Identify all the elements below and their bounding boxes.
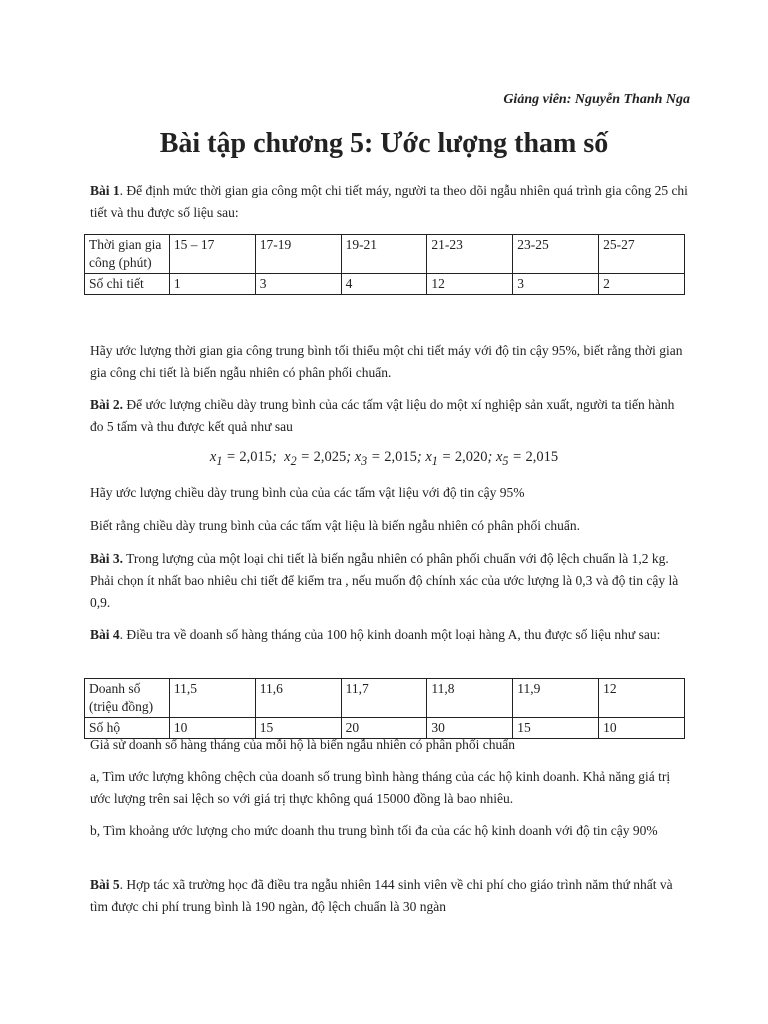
table-cell: 1 — [169, 274, 255, 295]
measurement-formula: $x_1 = 2,015$; $x_2 = 2,025$; $x_3 = 2,015$; $x_1 = 2,020$; $x_5 = 2,015$ — [209, 449, 559, 468]
table-cell: 15 — [513, 718, 599, 739]
table-cell: 17-19 — [255, 235, 341, 274]
exercise-4-text: . Điều tra về doanh số hàng tháng của 100 hộ kinh doanh một loại hàng A, thu được số liệu như sau: — [119, 627, 661, 642]
table-cell: 11,5 — [169, 679, 255, 718]
table-cell: 15 – 17 — [169, 235, 255, 274]
exercise-3-label: Bài 3. — [90, 551, 124, 566]
table-cell: 25-27 — [599, 235, 685, 274]
exercise-4-intro — [90, 624, 690, 646]
value-x5: 2,015 — [525, 449, 559, 465]
exercise-3-text: Trong lượng của một loại chi tiết là biến ngẫu nhiên có phân phối chuẩn với độ lệch chuẩn là 1,2 kg. Phải chọn ít nhất bao nhiêu chi tiết để kiểm tra , nếu muốn độ chính xác của ước lượng là 0,3 và độ tin cậy là 0,9. — [90, 551, 679, 610]
value-x2: 2,025 — [313, 449, 347, 465]
page-title: Bài tập chương 5: Ước lượng tham số — [159, 128, 609, 159]
exercise-1-question: Hãy ước lượng thời gian gia công trung bình tối thiểu một chi tiết máy với độ tin cậy 95%, biết rằng thời gian gia công chi tiết là biến ngẫu nhiên có phân phối chuẩn. — [90, 343, 683, 380]
table-row — [85, 679, 685, 718]
exercise-2-question: Hãy ước lượng chiều dày trung bình của của các tấm vật liệu với độ tin cậy 95% — [90, 485, 525, 500]
value-x1: 2,015 — [239, 449, 273, 465]
table-header-cell: Thời gian gia công (phút) — [85, 235, 170, 274]
exercise-4-question-a: a, Tìm ước lượng không chệch của doanh số trung bình hàng tháng của các hộ kinh doanh. Khả năng giá trị ước lượng trên sai lệch so với giá trị thực không quá 15000 đồng là bao nhiêu. — [90, 769, 671, 806]
table-cell: 20 — [341, 718, 427, 739]
table-header-cell: Doanh số (triệu đồng) — [85, 679, 170, 718]
value-x4: 2,020 — [454, 449, 488, 465]
exercise-1-label: Bài 1 — [90, 183, 120, 198]
table-cell: 30 — [427, 718, 513, 739]
table-cell: 11,7 — [341, 679, 427, 718]
table-cell: 4 — [341, 274, 427, 295]
table-cell: 2 — [599, 274, 685, 295]
table-cell: 3 — [513, 274, 599, 295]
exercise-4-table — [84, 678, 685, 739]
exercise-1-text: . Để định mức thời gian gia công một chi tiết máy, người ta theo dõi ngẫu nhiên quá trình gia công 25 chi tiết và thu được số liệu sau: — [90, 183, 688, 220]
table-cell: 3 — [255, 274, 341, 295]
table-header-cell: Số hộ — [85, 718, 170, 739]
exercise-2-intro — [90, 394, 690, 438]
table-cell: 10 — [169, 718, 255, 739]
exercise-5-label: Bài 5 — [90, 877, 120, 892]
exercise-2-text: Để ước lượng chiều dày trung bình của các tấm vật liệu do một xí nghiệp sản xuất, người ta tiến hành đo 5 tấm và thu được kết quả như sau — [90, 397, 675, 434]
exercise-1-intro — [90, 180, 690, 224]
table-cell: 19-21 — [341, 235, 427, 274]
table-cell: 10 — [599, 718, 685, 739]
exercise-1-table — [84, 234, 685, 295]
table-cell: 15 — [255, 718, 341, 739]
exercise-4-question-b: b, Tìm khoảng ước lượng cho mức doanh thu trung bình tối đa của các hộ kinh doanh với độ tin cậy 90% — [90, 823, 658, 838]
value-x3: 2,015 — [384, 449, 417, 465]
table-cell: 11,8 — [427, 679, 513, 718]
table-row — [85, 274, 685, 295]
exercise-5 — [90, 874, 690, 918]
table-row — [85, 235, 685, 274]
exercise-4-assumption: Giả sử doanh số hàng tháng của mỗi hộ là biến ngẫu nhiên có phân phối chuẩn — [90, 737, 515, 752]
lecturer-name: Giảng viên: Nguyễn Thanh Nga — [503, 92, 690, 107]
table-cell: 21-23 — [427, 235, 513, 274]
exercise-2-assumption: Biết rằng chiều dày trung bình của các tấm vật liệu là biến ngẫu nhiên có phân phối chuẩn. — [90, 518, 580, 533]
exercise-2-label: Bài 2. — [90, 397, 124, 412]
exercise-4-label: Bài 4 — [90, 627, 120, 642]
table-cell: 11,9 — [513, 679, 599, 718]
table-cell: 12 — [427, 274, 513, 295]
table-header-cell: Số chi tiết — [85, 274, 170, 295]
table-cell: 23-25 — [513, 235, 599, 274]
table-cell: 11,6 — [255, 679, 341, 718]
exercise-3 — [90, 548, 690, 614]
table-cell: 12 — [599, 679, 685, 718]
exercise-5-text: . Hợp tác xã trường học đã điều tra ngẫu nhiên 144 sinh viên về chi phí cho giáo trình năm thứ nhất và tìm được chi phí trung bình là 190 ngàn, độ lệch chuẩn là 30 ngàn — [90, 877, 673, 914]
